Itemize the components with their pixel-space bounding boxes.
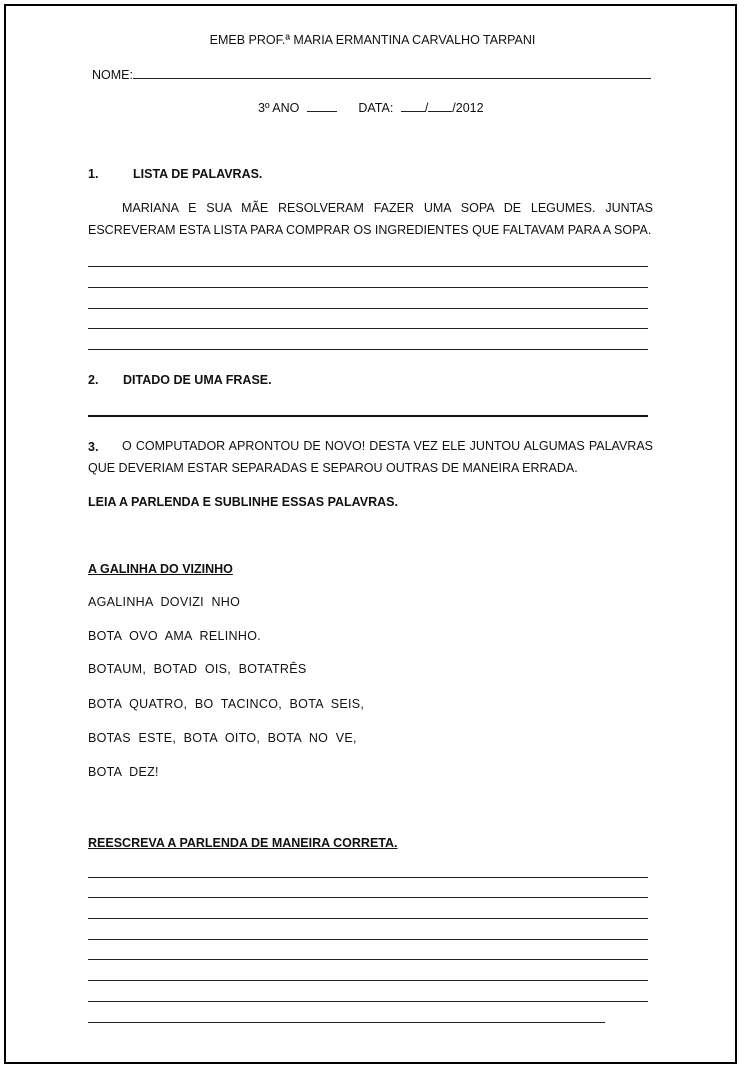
date-day-blank[interactable] bbox=[401, 99, 425, 112]
section3-instruction: LEIA A PARLENDA E SUBLINHE ESSAS PALAVRAS. bbox=[88, 495, 398, 509]
rewrite-line[interactable] bbox=[88, 1022, 605, 1023]
date-label: DATA: bbox=[358, 101, 394, 115]
answer-line[interactable] bbox=[88, 287, 648, 288]
grade-blank[interactable] bbox=[307, 99, 337, 112]
rewrite-line[interactable] bbox=[88, 980, 648, 981]
rewrite-line[interactable] bbox=[88, 939, 648, 940]
rewrite-line[interactable] bbox=[88, 918, 648, 919]
rewrite-line[interactable] bbox=[88, 1001, 648, 1002]
rewrite-line[interactable] bbox=[88, 959, 648, 960]
school-name: EMEB PROF.ª MARIA ERMANTINA CARVALHO TARPANI bbox=[209, 33, 536, 47]
section2-title: DITADO DE UMA FRASE. bbox=[123, 373, 272, 387]
date-month-blank[interactable] bbox=[428, 99, 452, 112]
name-field bbox=[92, 66, 651, 83]
parlenda-line: BOTAUM, BOTAD OIS, BOTATRÊS bbox=[88, 662, 307, 676]
section1-title: LISTA DE PALAVRAS. bbox=[133, 167, 263, 181]
section3-text: O COMPUTADOR APRONTOU DE NOVO! DESTA VEZ ELE JUNTOU ALGUMAS PALAVRAS QUE DEVERIAM ESTAR SEPARADAS E SEPAROU OUTRAS DE MANEIRA ERRADA. bbox=[88, 439, 653, 475]
dictation-line[interactable] bbox=[88, 415, 648, 417]
section3-number: 3. bbox=[88, 440, 99, 454]
answer-line[interactable] bbox=[88, 328, 648, 329]
page-border bbox=[4, 4, 737, 1064]
answer-line[interactable] bbox=[88, 266, 648, 267]
name-blank[interactable] bbox=[133, 66, 651, 79]
answer-line[interactable] bbox=[88, 349, 648, 350]
grade-date-line bbox=[258, 99, 484, 116]
rewrite-line[interactable] bbox=[88, 877, 648, 878]
date-separator: / bbox=[424, 101, 429, 115]
section2-number: 2. bbox=[88, 373, 99, 387]
parlenda-line: BOTA QUATRO, BO TACINCO, BOTA SEIS, bbox=[88, 697, 365, 711]
rewrite-title: REESCREVA A PARLENDA DE MANEIRA CORRETA. bbox=[88, 836, 398, 850]
parlenda-line: BOTA OVO AMA RELINHO. bbox=[88, 629, 261, 643]
section1-text: MARIANA E SUA MÃE RESOLVERAM FAZER UMA SOPA DE LEGUMES. JUNTAS ESCREVERAM ESTA LISTA PARA COMPRAR OS INGREDIENTES QUE FALTAVAM PARA A SOPA. bbox=[88, 201, 653, 237]
parlenda-line: BOTAS ESTE, BOTA OITO, BOTA NO VE, bbox=[88, 731, 357, 745]
date-year: /2012 bbox=[452, 101, 484, 115]
parlenda-line: BOTA DEZ! bbox=[88, 765, 159, 779]
section1-number: 1. bbox=[88, 167, 99, 181]
rewrite-line[interactable] bbox=[88, 897, 648, 898]
answer-line[interactable] bbox=[88, 308, 648, 309]
parlenda-line: AGALINHA DOVIZI NHO bbox=[88, 595, 241, 609]
grade-label: 3º ANO bbox=[258, 101, 300, 115]
parlenda-title: A GALINHA DO VIZINHO bbox=[88, 562, 233, 576]
name-label: NOME: bbox=[92, 68, 133, 82]
